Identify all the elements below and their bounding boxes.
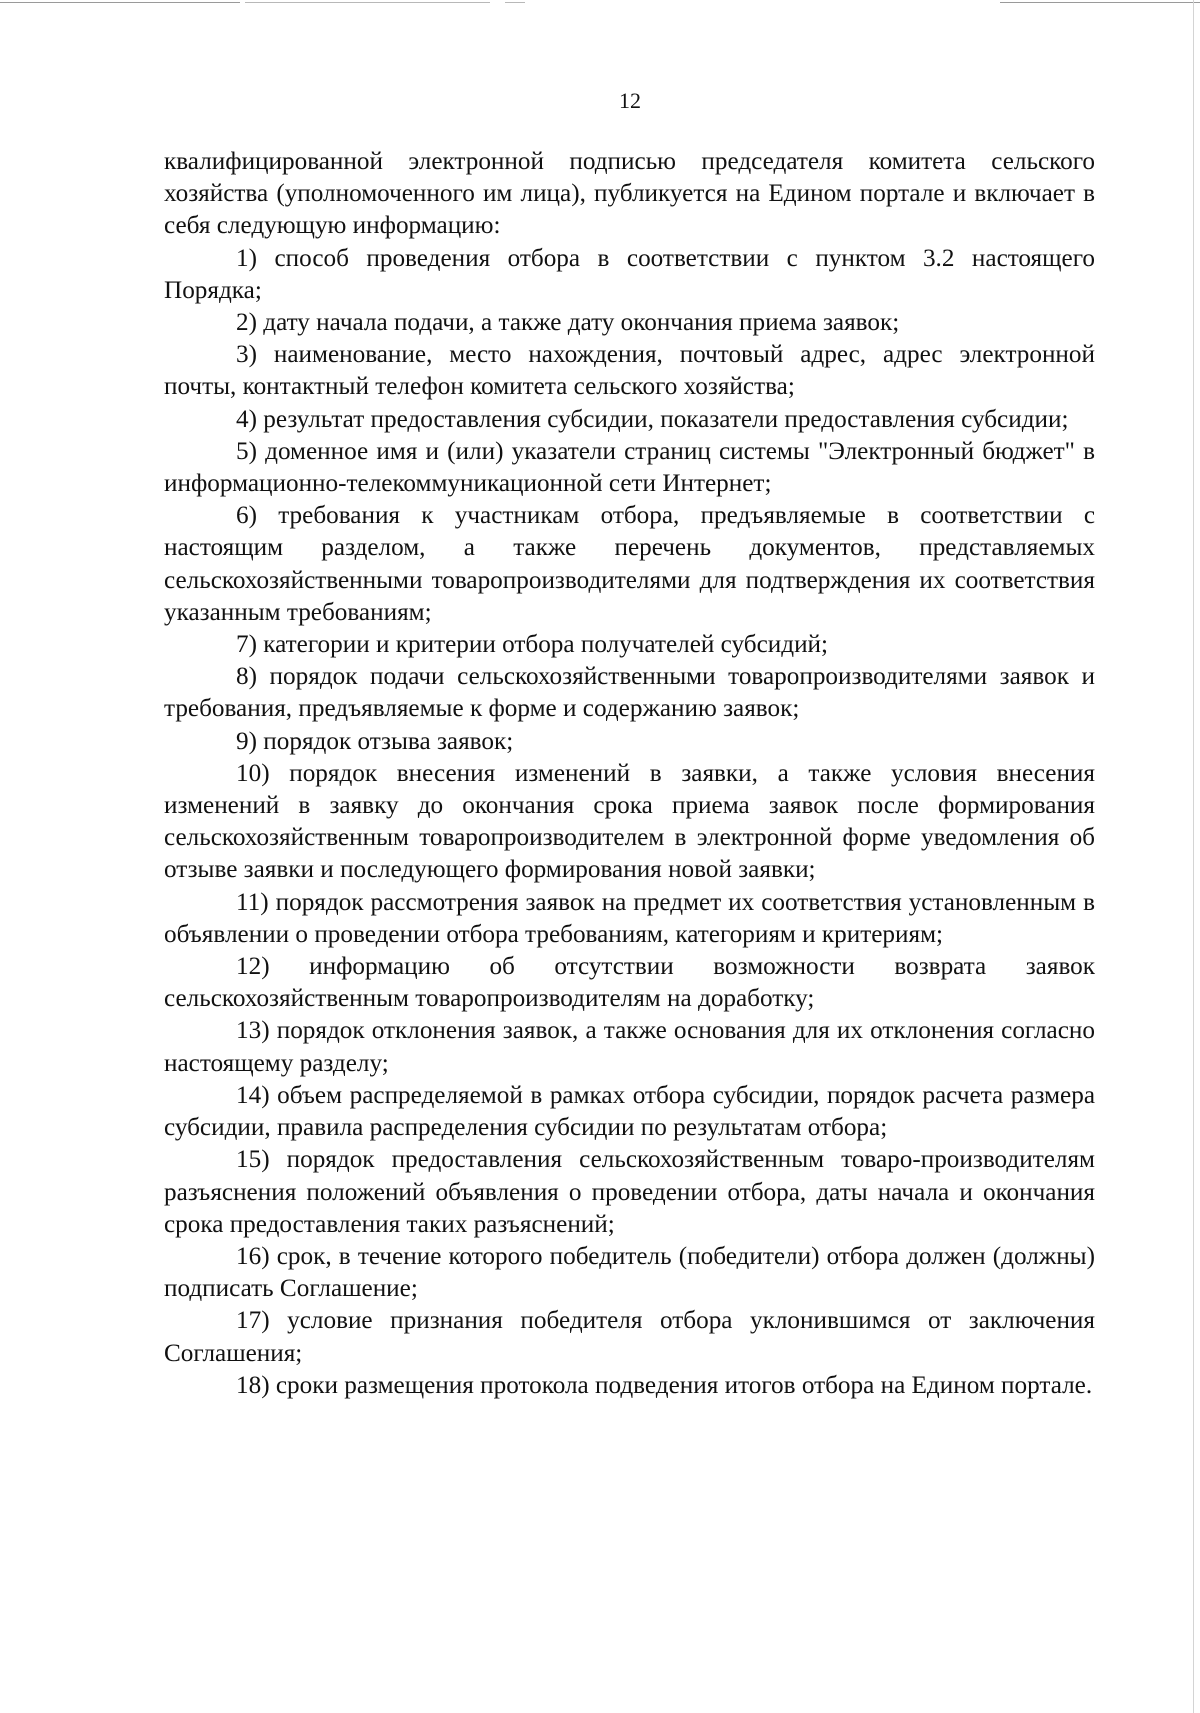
list-item: 14) объем распределяемой в рамках отбора субсидии, порядок расчета размера субсидии, правила распределения субсидии по результатам отбора; [164,1081,1095,1142]
scan-edge-line [1193,0,1194,1713]
list-item: 3) наименование, место нахождения, почтовый адрес, адрес электронной почты, контактный телефон комитета сельского хозяйства; [164,341,1095,401]
scan-border-line [505,2,525,3]
list-item: 13) порядок отклонения заявок, а также основания для их отклонения согласно настоящему разделу; [164,1017,1095,1077]
list-item: 4) результат предоставления субсидии, показатели предоставления субсидии; [236,405,1069,433]
list-item: 10) порядок внесения изменений в заявки, а также условия внесения изменений в заявку до окончания срока приема заявок после формирования сельскохозяйственным товаропроизводителем в электронной форме уведомления об отзыве заявки и последующего формирования новой заявки; [164,759,1095,884]
list-item: 11) порядок рассмотрения заявок на предмет их соответствия установленным в объявлении о проведении отбора требованиям, категориям и критериям; [164,888,1095,948]
list-item: 17) условие признания победителя отбора уклонившимся от заключения Соглашения; [164,1307,1095,1367]
scan-border-line [245,2,490,3]
list-item: 15) порядок предоставления сельскохозяйственным товаро-производителям разъяснения положений объявления о проведении отбора, даты начала и окончания срока предоставления таких разъяснений; [164,1146,1095,1238]
list-item: 9) порядок отзыва заявок; [236,727,514,755]
list-item: 12) информацию об отсутствии возможности возврата заявок сельскохозяйственным товаропроизводителям на доработку; [164,953,1095,1013]
scan-border-line [0,2,240,3]
list-item: 18) сроки размещения протокола подведения итогов отбора на Едином портале. [236,1371,1093,1399]
list-item: 6) требования к участникам отбора, предъявляемые в соответствии с настоящим разделом, а также перечень документов, представляемых сельскохозяйственными товаропроизводителями для подтверждения их соответствия указанным требованиям; [164,502,1095,626]
list-item: 7) категории и критерии отбора получателей субсидий; [236,631,829,659]
list-item: 1) способ проведения отбора в соответствии с пунктом 3.2 настоящего Порядка; [164,244,1095,304]
scan-border-line [1000,2,1200,3]
document-body [164,146,1095,1402]
list-item: 5) доменное имя и (или) указатели страниц системы "Электронный бюджет" в информационно-телекоммуникационной сети Интернет; [164,437,1095,498]
intro-paragraph: квалифицированной электронной подписью председателя комитета сельского хозяйства (уполномоченного им лица), публикуется на Едином портале и включает в себя следующую информацию: [164,148,1095,240]
list-item: 2) дату начала подачи, а также дату окончания приема заявок; [236,309,900,337]
list-item: 8) порядок подачи сельскохозяйственными товаропроизводителями заявок и требования, предъявляемые к форме и содержанию заявок; [164,663,1095,723]
list-item: 16) срок, в течение которого победитель (победители) отбора должен (должны) подписать Соглашение; [164,1242,1095,1303]
page-number: 12 [619,88,641,113]
